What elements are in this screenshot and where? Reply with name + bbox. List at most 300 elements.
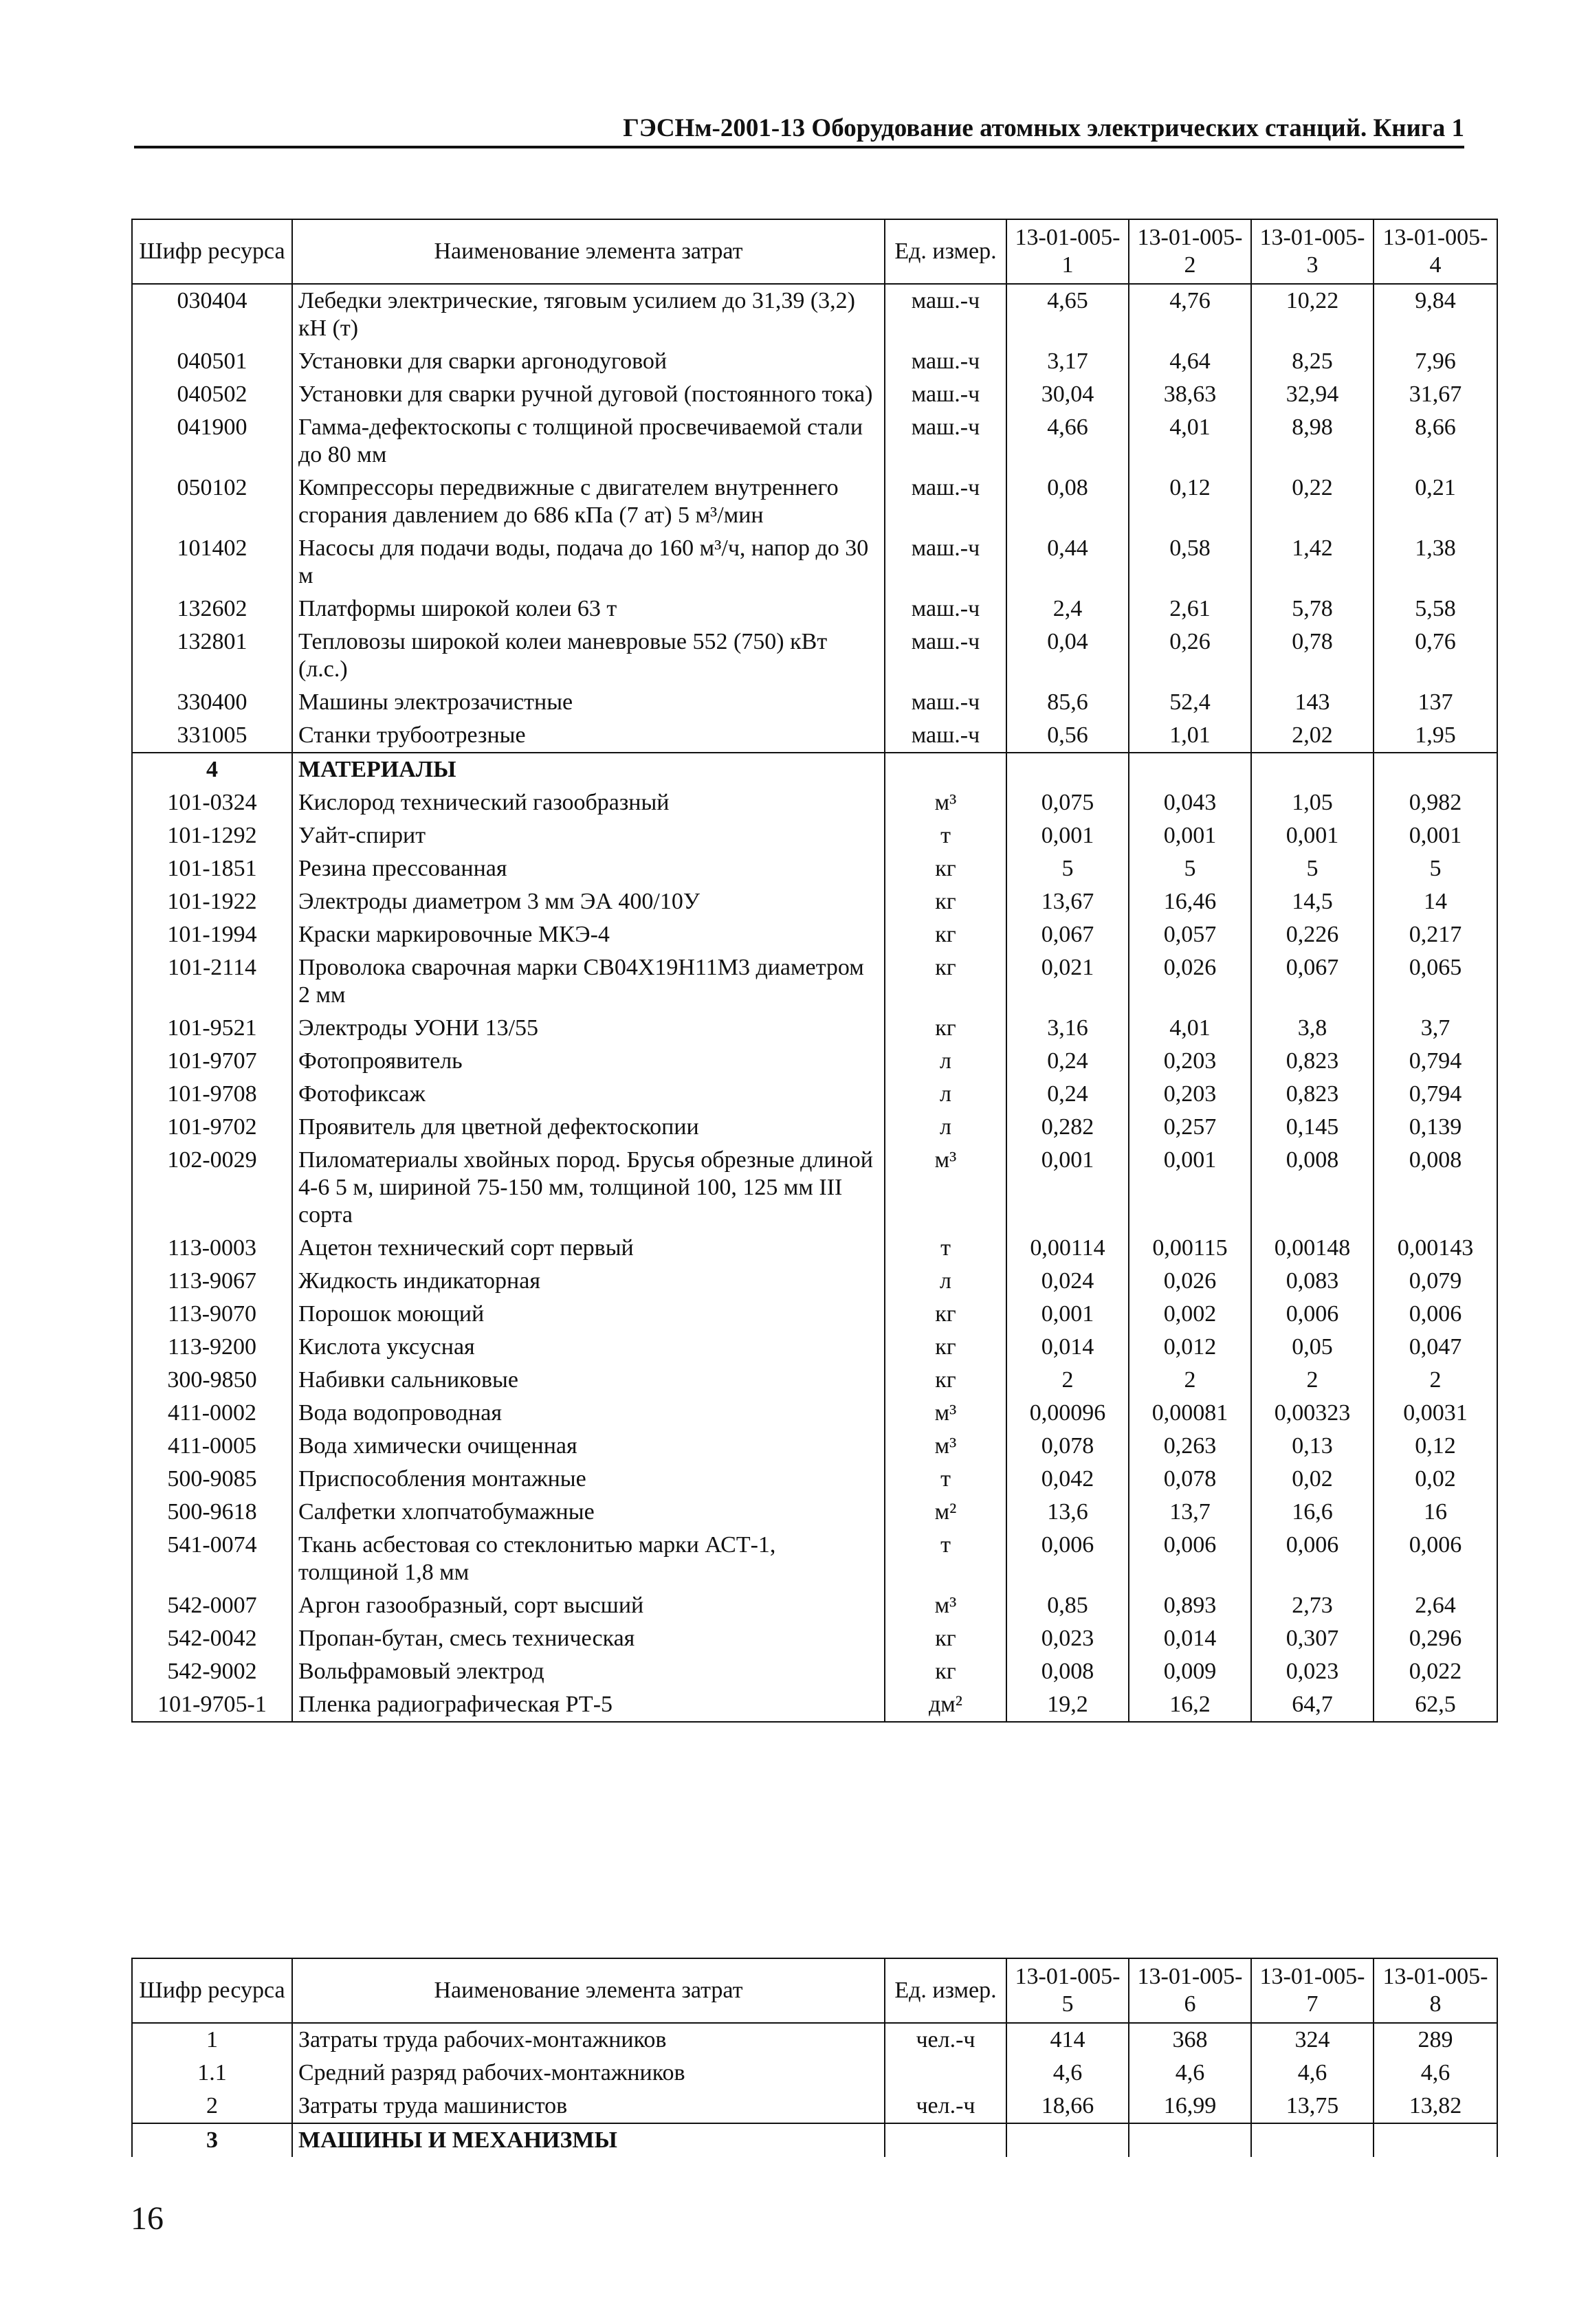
resource-code-cell: 113-9067 bbox=[132, 1265, 292, 1298]
resource-code-cell: 331005 bbox=[132, 719, 292, 753]
value-cell: 85,6 bbox=[1006, 686, 1129, 719]
value-cell: 0,76 bbox=[1374, 626, 1497, 686]
value-cell: 0,22 bbox=[1251, 472, 1374, 532]
resource-code-cell: 113-0003 bbox=[132, 1232, 292, 1265]
value-cell: 3,8 bbox=[1251, 1012, 1374, 1045]
value-cell: 0,083 bbox=[1251, 1265, 1374, 1298]
value-cell: 0,217 bbox=[1374, 918, 1497, 951]
element-name-cell: Салфетки хлопчатобумажные bbox=[292, 1496, 885, 1529]
value-cell: 289 bbox=[1374, 2023, 1497, 2057]
element-name-cell: Тепловозы широкой колеи маневровые 552 (750) кВт (л.с.) bbox=[292, 626, 885, 686]
value-cell: 0,001 bbox=[1006, 1144, 1129, 1232]
unit-cell: л bbox=[885, 1045, 1006, 1078]
value-cell: 0,008 bbox=[1374, 1144, 1497, 1232]
element-name-cell: Установки для сварки ручной дуговой (постоянного тока) bbox=[292, 378, 885, 411]
resource-code-cell: 300-9850 bbox=[132, 1364, 292, 1397]
value-cell: 0,12 bbox=[1129, 472, 1251, 532]
value-cell: 0,00081 bbox=[1129, 1397, 1251, 1430]
value-cell: 0,075 bbox=[1006, 786, 1129, 819]
value-cell: 0,893 bbox=[1129, 1589, 1251, 1622]
value-cell bbox=[1251, 2123, 1374, 2157]
unit-cell: кг bbox=[885, 1012, 1006, 1045]
page-header bbox=[134, 113, 1464, 148]
value-cell: 52,4 bbox=[1129, 686, 1251, 719]
value-cell: 0,00323 bbox=[1251, 1397, 1374, 1430]
table-row bbox=[132, 1144, 1497, 1232]
column-header: 13-01-005-1 bbox=[1006, 219, 1129, 284]
value-cell: 0,794 bbox=[1374, 1078, 1497, 1111]
resource-code-cell: 132801 bbox=[132, 626, 292, 686]
unit-cell: т bbox=[885, 819, 1006, 852]
value-cell: 137 bbox=[1374, 686, 1497, 719]
resource-code-cell: 3 bbox=[132, 2123, 292, 2157]
value-cell bbox=[1006, 753, 1129, 786]
resource-code-cell: 101-1994 bbox=[132, 918, 292, 951]
element-name-cell: МАТЕРИАЛЫ bbox=[292, 753, 885, 786]
value-cell: 0,282 bbox=[1006, 1111, 1129, 1144]
value-cell: 2 bbox=[1251, 1364, 1374, 1397]
resource-code-cell: 411-0005 bbox=[132, 1430, 292, 1463]
value-cell: 0,85 bbox=[1006, 1589, 1129, 1622]
value-cell: 0,001 bbox=[1006, 1298, 1129, 1331]
value-cell: 0,0031 bbox=[1374, 1397, 1497, 1430]
value-cell: 32,94 bbox=[1251, 378, 1374, 411]
element-name-cell: Пленка радиографическая РТ-5 bbox=[292, 1688, 885, 1722]
value-cell: 14 bbox=[1374, 885, 1497, 918]
value-cell: 4,6 bbox=[1129, 2057, 1251, 2090]
table-header-row bbox=[132, 219, 1497, 284]
value-cell: 13,82 bbox=[1374, 2090, 1497, 2123]
value-cell: 0,00096 bbox=[1006, 1397, 1129, 1430]
value-cell: 3,7 bbox=[1374, 1012, 1497, 1045]
value-cell: 0,065 bbox=[1374, 951, 1497, 1012]
element-name-cell: Затраты труда машинистов bbox=[292, 2090, 885, 2123]
column-header: 13-01-005-3 bbox=[1251, 219, 1374, 284]
value-cell: 0,226 bbox=[1251, 918, 1374, 951]
table-row bbox=[132, 1463, 1497, 1496]
resource-code-cell: 101-0324 bbox=[132, 786, 292, 819]
resource-code-cell: 101402 bbox=[132, 532, 292, 593]
value-cell: 0,56 bbox=[1006, 719, 1129, 753]
element-name-cell: Затраты труда рабочих-монтажников bbox=[292, 2023, 885, 2057]
value-cell: 1,05 bbox=[1251, 786, 1374, 819]
resource-code-cell: 330400 bbox=[132, 686, 292, 719]
value-cell: 14,5 bbox=[1251, 885, 1374, 918]
value-cell: 8,66 bbox=[1374, 411, 1497, 472]
unit-cell bbox=[885, 2123, 1006, 2157]
table-row bbox=[132, 1496, 1497, 1529]
unit-cell: кг bbox=[885, 1655, 1006, 1688]
element-name-cell: Проволока сварочная марки СВ04Х19Н11М3 диаметром 2 мм bbox=[292, 951, 885, 1012]
element-name-cell: Набивки сальниковые bbox=[292, 1364, 885, 1397]
table-row bbox=[132, 1688, 1497, 1722]
unit-cell: т bbox=[885, 1463, 1006, 1496]
value-cell bbox=[1129, 753, 1251, 786]
element-name-cell: Пиломатериалы хвойных пород. Брусья обрезные длиной 4-6 5 м, шириной 75-150 мм, толщиной 100, 125 мм III сорта bbox=[292, 1144, 885, 1232]
value-cell: 5 bbox=[1006, 852, 1129, 885]
value-cell: 0,023 bbox=[1006, 1622, 1129, 1655]
resource-code-cell: 541-0074 bbox=[132, 1529, 292, 1589]
value-cell: 5,58 bbox=[1374, 593, 1497, 626]
value-cell: 0,12 bbox=[1374, 1430, 1497, 1463]
element-name-cell: Резина прессованная bbox=[292, 852, 885, 885]
unit-cell: маш.-ч bbox=[885, 593, 1006, 626]
document-title: ГЭСНм-2001-13 Оборудование атомных электрических станций. Книга 1 bbox=[623, 114, 1464, 142]
value-cell: 1,01 bbox=[1129, 719, 1251, 753]
resource-code-cell: 113-9070 bbox=[132, 1298, 292, 1331]
resource-code-cell: 040501 bbox=[132, 345, 292, 378]
value-cell: 0,13 bbox=[1251, 1430, 1374, 1463]
value-cell: 4,6 bbox=[1251, 2057, 1374, 2090]
value-cell: 0,012 bbox=[1129, 1331, 1251, 1364]
value-cell: 0,02 bbox=[1374, 1463, 1497, 1496]
column-header: Шифр ресурса bbox=[132, 1958, 292, 2023]
element-name-cell: Машины электрозачистные bbox=[292, 686, 885, 719]
unit-cell: кг bbox=[885, 885, 1006, 918]
resource-code-cell: 1.1 bbox=[132, 2057, 292, 2090]
value-cell: 2,73 bbox=[1251, 1589, 1374, 1622]
resource-code-cell: 101-9707 bbox=[132, 1045, 292, 1078]
value-cell: 0,823 bbox=[1251, 1078, 1374, 1111]
value-cell: 2,61 bbox=[1129, 593, 1251, 626]
element-name-cell: Приспособления монтажные bbox=[292, 1463, 885, 1496]
element-name-cell: Станки трубоотрезные bbox=[292, 719, 885, 753]
unit-cell: м³ bbox=[885, 786, 1006, 819]
value-cell: 0,067 bbox=[1006, 918, 1129, 951]
value-cell: 13,75 bbox=[1251, 2090, 1374, 2123]
unit-cell: кг bbox=[885, 918, 1006, 951]
value-cell: 0,00114 bbox=[1006, 1232, 1129, 1265]
unit-cell: м³ bbox=[885, 1144, 1006, 1232]
table-row bbox=[132, 786, 1497, 819]
resource-code-cell: 542-0007 bbox=[132, 1589, 292, 1622]
value-cell: 0,307 bbox=[1251, 1622, 1374, 1655]
value-cell: 0,24 bbox=[1006, 1045, 1129, 1078]
unit-cell: т bbox=[885, 1232, 1006, 1265]
value-cell: 9,84 bbox=[1374, 284, 1497, 345]
table-row bbox=[132, 532, 1497, 593]
value-cell: 0,022 bbox=[1374, 1655, 1497, 1688]
unit-cell: м³ bbox=[885, 1589, 1006, 1622]
element-name-cell: Установки для сварки аргонодуговой bbox=[292, 345, 885, 378]
unit-cell: л bbox=[885, 1078, 1006, 1111]
table-row bbox=[132, 2057, 1497, 2090]
value-cell: 0,023 bbox=[1251, 1655, 1374, 1688]
value-cell: 19,2 bbox=[1006, 1688, 1129, 1722]
value-cell: 5 bbox=[1251, 852, 1374, 885]
value-cell: 0,139 bbox=[1374, 1111, 1497, 1144]
table-row bbox=[132, 1265, 1497, 1298]
resource-code-cell: 4 bbox=[132, 753, 292, 786]
unit-cell: маш.-ч bbox=[885, 626, 1006, 686]
unit-cell bbox=[885, 2057, 1006, 2090]
value-cell: 38,63 bbox=[1129, 378, 1251, 411]
element-name-cell: Уайт-спирит bbox=[292, 819, 885, 852]
value-cell: 2 bbox=[1129, 1364, 1251, 1397]
unit-cell: маш.-ч bbox=[885, 472, 1006, 532]
resource-code-cell: 132602 bbox=[132, 593, 292, 626]
value-cell: 0,001 bbox=[1251, 819, 1374, 852]
value-cell: 2 bbox=[1374, 1364, 1497, 1397]
value-cell: 0,008 bbox=[1006, 1655, 1129, 1688]
value-cell: 0,05 bbox=[1251, 1331, 1374, 1364]
value-cell: 0,78 bbox=[1251, 626, 1374, 686]
value-cell: 0,263 bbox=[1129, 1430, 1251, 1463]
unit-cell: кг bbox=[885, 1298, 1006, 1331]
unit-cell: чел.-ч bbox=[885, 2090, 1006, 2123]
table-row bbox=[132, 1298, 1497, 1331]
column-header: Наименование элемента затрат bbox=[292, 1958, 885, 2023]
table-row bbox=[132, 472, 1497, 532]
value-cell bbox=[1251, 753, 1374, 786]
column-header: 13-01-005-2 bbox=[1129, 219, 1251, 284]
value-cell: 0,009 bbox=[1129, 1655, 1251, 1688]
value-cell bbox=[1006, 2123, 1129, 2157]
table-row bbox=[132, 1111, 1497, 1144]
value-cell: 30,04 bbox=[1006, 378, 1129, 411]
value-cell: 16,6 bbox=[1251, 1496, 1374, 1529]
value-cell: 0,00115 bbox=[1129, 1232, 1251, 1265]
value-cell: 0,047 bbox=[1374, 1331, 1497, 1364]
resource-code-cell: 542-0042 bbox=[132, 1622, 292, 1655]
resource-code-cell: 101-2114 bbox=[132, 951, 292, 1012]
value-cell: 4,65 bbox=[1006, 284, 1129, 345]
element-name-cell: Компрессоры передвижные с двигателем внутреннего сгорания давлением до 686 кПа (7 ат) 5 м³/мин bbox=[292, 472, 885, 532]
element-name-cell: МАШИНЫ И МЕХАНИЗМЫ bbox=[292, 2123, 885, 2157]
table-row bbox=[132, 918, 1497, 951]
value-cell: 0,006 bbox=[1374, 1298, 1497, 1331]
element-name-cell: Вода химически очищенная bbox=[292, 1430, 885, 1463]
value-cell bbox=[1374, 753, 1497, 786]
value-cell: 0,001 bbox=[1374, 819, 1497, 852]
unit-cell: л bbox=[885, 1111, 1006, 1144]
value-cell: 0,24 bbox=[1006, 1078, 1129, 1111]
element-name-cell: Вода водопроводная bbox=[292, 1397, 885, 1430]
element-name-cell: Жидкость индикаторная bbox=[292, 1265, 885, 1298]
value-cell: 0,067 bbox=[1251, 951, 1374, 1012]
column-header: Наименование элемента затрат bbox=[292, 219, 885, 284]
element-name-cell: Фотопроявитель bbox=[292, 1045, 885, 1078]
value-cell: 0,145 bbox=[1251, 1111, 1374, 1144]
table-row bbox=[132, 719, 1497, 753]
value-cell: 0,08 bbox=[1006, 472, 1129, 532]
value-cell: 16,46 bbox=[1129, 885, 1251, 918]
resource-code-cell: 040502 bbox=[132, 378, 292, 411]
value-cell: 0,014 bbox=[1129, 1622, 1251, 1655]
value-cell: 0,026 bbox=[1129, 1265, 1251, 1298]
resource-code-cell: 101-1851 bbox=[132, 852, 292, 885]
value-cell: 0,203 bbox=[1129, 1078, 1251, 1111]
table-row bbox=[132, 1529, 1497, 1589]
unit-cell: м³ bbox=[885, 1430, 1006, 1463]
value-cell: 0,006 bbox=[1006, 1529, 1129, 1589]
resource-code-cell: 102-0029 bbox=[132, 1144, 292, 1232]
table-row bbox=[132, 1430, 1497, 1463]
element-name-cell: Электроды диаметром 3 мм ЭА 400/10У bbox=[292, 885, 885, 918]
table-row bbox=[132, 753, 1497, 786]
resource-code-cell: 101-1292 bbox=[132, 819, 292, 852]
element-name-cell: Проявитель для цветной дефектоскопии bbox=[292, 1111, 885, 1144]
value-cell: 2,02 bbox=[1251, 719, 1374, 753]
unit-cell: кг bbox=[885, 1331, 1006, 1364]
value-cell: 4,6 bbox=[1006, 2057, 1129, 2090]
value-cell: 324 bbox=[1251, 2023, 1374, 2057]
unit-cell: маш.-ч bbox=[885, 686, 1006, 719]
element-name-cell: Кислород технический газообразный bbox=[292, 786, 885, 819]
table-row bbox=[132, 2123, 1497, 2157]
resource-table-1 bbox=[131, 219, 1498, 1723]
value-cell: 0,02 bbox=[1251, 1463, 1374, 1496]
resource-code-cell: 101-9708 bbox=[132, 1078, 292, 1111]
unit-cell: маш.-ч bbox=[885, 284, 1006, 345]
value-cell: 0,079 bbox=[1374, 1265, 1497, 1298]
column-header: 13-01-005-8 bbox=[1374, 1958, 1497, 2023]
table-row bbox=[132, 626, 1497, 686]
value-cell bbox=[1129, 2123, 1251, 2157]
value-cell: 143 bbox=[1251, 686, 1374, 719]
value-cell: 4,64 bbox=[1129, 345, 1251, 378]
table-row bbox=[132, 593, 1497, 626]
value-cell: 2,4 bbox=[1006, 593, 1129, 626]
table-row bbox=[132, 1589, 1497, 1622]
value-cell: 0,006 bbox=[1374, 1529, 1497, 1589]
element-name-cell: Ткань асбестовая со стеклонитью марки АСТ-1, толщиной 1,8 мм bbox=[292, 1529, 885, 1589]
column-header: 13-01-005-6 bbox=[1129, 1958, 1251, 2023]
value-cell: 16 bbox=[1374, 1496, 1497, 1529]
value-cell: 18,66 bbox=[1006, 2090, 1129, 2123]
table-row bbox=[132, 1232, 1497, 1265]
value-cell: 0,04 bbox=[1006, 626, 1129, 686]
resource-code-cell: 1 bbox=[132, 2023, 292, 2057]
unit-cell: маш.-ч bbox=[885, 719, 1006, 753]
value-cell: 0,203 bbox=[1129, 1045, 1251, 1078]
value-cell: 4,76 bbox=[1129, 284, 1251, 345]
element-name-cell: Фотофиксаж bbox=[292, 1078, 885, 1111]
value-cell: 2,64 bbox=[1374, 1589, 1497, 1622]
value-cell: 0,006 bbox=[1251, 1529, 1374, 1589]
unit-cell: чел.-ч bbox=[885, 2023, 1006, 2057]
value-cell: 13,67 bbox=[1006, 885, 1129, 918]
value-cell: 0,006 bbox=[1129, 1529, 1251, 1589]
value-cell: 0,024 bbox=[1006, 1265, 1129, 1298]
value-cell: 3,16 bbox=[1006, 1012, 1129, 1045]
resource-code-cell: 411-0002 bbox=[132, 1397, 292, 1430]
value-cell: 13,7 bbox=[1129, 1496, 1251, 1529]
table-row bbox=[132, 378, 1497, 411]
element-name-cell: Гамма-дефектоскопы с толщиной просвечиваемой стали до 80 мм bbox=[292, 411, 885, 472]
resource-code-cell: 101-9521 bbox=[132, 1012, 292, 1045]
value-cell: 0,794 bbox=[1374, 1045, 1497, 1078]
unit-cell: кг bbox=[885, 1364, 1006, 1397]
table-row bbox=[132, 1078, 1497, 1111]
unit-cell: л bbox=[885, 1265, 1006, 1298]
value-cell: 0,008 bbox=[1251, 1144, 1374, 1232]
resource-code-cell: 2 bbox=[132, 2090, 292, 2123]
value-cell: 0,021 bbox=[1006, 951, 1129, 1012]
element-name-cell: Лебедки электрические, тяговым усилием до 31,39 (3,2) кН (т) bbox=[292, 284, 885, 345]
value-cell: 0,982 bbox=[1374, 786, 1497, 819]
value-cell: 368 bbox=[1129, 2023, 1251, 2057]
resource-code-cell: 041900 bbox=[132, 411, 292, 472]
unit-cell: маш.-ч bbox=[885, 411, 1006, 472]
value-cell: 0,014 bbox=[1006, 1331, 1129, 1364]
value-cell: 5,78 bbox=[1251, 593, 1374, 626]
table-row bbox=[132, 284, 1497, 345]
resource-code-cell: 101-9702 bbox=[132, 1111, 292, 1144]
unit-cell bbox=[885, 753, 1006, 786]
value-cell: 0,078 bbox=[1006, 1430, 1129, 1463]
value-cell: 5 bbox=[1129, 852, 1251, 885]
element-name-cell: Ацетон технический сорт первый bbox=[292, 1232, 885, 1265]
value-cell: 0,001 bbox=[1129, 819, 1251, 852]
element-name-cell: Кислота уксусная bbox=[292, 1331, 885, 1364]
table-row bbox=[132, 1331, 1497, 1364]
table-row bbox=[132, 1012, 1497, 1045]
value-cell: 4,66 bbox=[1006, 411, 1129, 472]
resource-code-cell: 500-9085 bbox=[132, 1463, 292, 1496]
resource-code-cell: 542-9002 bbox=[132, 1655, 292, 1688]
value-cell: 4,01 bbox=[1129, 1012, 1251, 1045]
element-name-cell: Порошок моющий bbox=[292, 1298, 885, 1331]
table-row bbox=[132, 1045, 1497, 1078]
value-cell: 0,002 bbox=[1129, 1298, 1251, 1331]
value-cell: 0,44 bbox=[1006, 532, 1129, 593]
value-cell: 0,21 bbox=[1374, 472, 1497, 532]
value-cell: 0,26 bbox=[1129, 626, 1251, 686]
table-row bbox=[132, 1364, 1497, 1397]
value-cell: 1,95 bbox=[1374, 719, 1497, 753]
page-number: 16 bbox=[131, 2200, 164, 2237]
table-row bbox=[132, 951, 1497, 1012]
unit-cell: маш.-ч bbox=[885, 345, 1006, 378]
table-row bbox=[132, 1655, 1497, 1688]
resource-code-cell: 101-9705-1 bbox=[132, 1688, 292, 1722]
value-cell: 0,006 bbox=[1251, 1298, 1374, 1331]
value-cell: 0,042 bbox=[1006, 1463, 1129, 1496]
value-cell: 13,6 bbox=[1006, 1496, 1129, 1529]
value-cell: 64,7 bbox=[1251, 1688, 1374, 1722]
value-cell: 4,6 bbox=[1374, 2057, 1497, 2090]
unit-cell: кг bbox=[885, 852, 1006, 885]
value-cell: 0,078 bbox=[1129, 1463, 1251, 1496]
element-name-cell: Вольфрамовый электрод bbox=[292, 1655, 885, 1688]
unit-cell: кг bbox=[885, 951, 1006, 1012]
value-cell: 7,96 bbox=[1374, 345, 1497, 378]
unit-cell: кг bbox=[885, 1622, 1006, 1655]
element-name-cell: Аргон газообразный, сорт высший bbox=[292, 1589, 885, 1622]
unit-cell: м² bbox=[885, 1496, 1006, 1529]
value-cell: 5 bbox=[1374, 852, 1497, 885]
value-cell: 0,057 bbox=[1129, 918, 1251, 951]
table-row bbox=[132, 1622, 1497, 1655]
unit-cell: дм² bbox=[885, 1688, 1006, 1722]
table-header-row bbox=[132, 1958, 1497, 2023]
value-cell: 62,5 bbox=[1374, 1688, 1497, 1722]
value-cell: 0,00143 bbox=[1374, 1232, 1497, 1265]
value-cell: 16,2 bbox=[1129, 1688, 1251, 1722]
table-row bbox=[132, 1397, 1497, 1430]
resource-table-2 bbox=[131, 1958, 1498, 2157]
value-cell: 0,043 bbox=[1129, 786, 1251, 819]
table-row bbox=[132, 2023, 1497, 2057]
resource-code-cell: 050102 bbox=[132, 472, 292, 532]
value-cell: 0,001 bbox=[1129, 1144, 1251, 1232]
value-cell: 4,01 bbox=[1129, 411, 1251, 472]
value-cell: 0,026 bbox=[1129, 951, 1251, 1012]
unit-cell: маш.-ч bbox=[885, 378, 1006, 411]
column-header: Ед. измер. bbox=[885, 219, 1006, 284]
element-name-cell: Платформы широкой колеи 63 т bbox=[292, 593, 885, 626]
